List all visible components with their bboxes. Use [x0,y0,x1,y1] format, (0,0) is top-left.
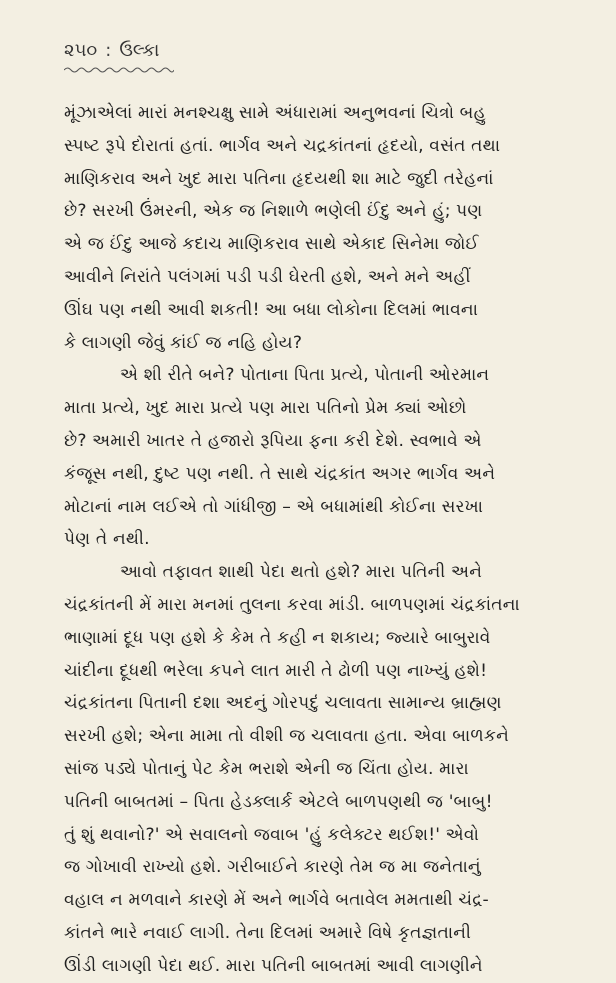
text-line: કાંતને ભારે નવાઈ લાગી. તેના દિલમાં અમારે વિષે કૃતજ્ઞતાની [64,922,472,943]
text-line: આવો તફાવત શાથી પેદા થતો હશે? મારા પતિની અને [120,562,483,583]
text-line: ભાણામાં દૂધ પણ હશે કે કેમ તે કહી ન શકાય; જ્યારે બાબુરાવે [64,627,491,648]
text-line: મોટાનાં નામ લઈએ તો ગાંધીજી – એ બધામાંથી કોઈના સરખા [64,496,484,517]
text-line: સ્પષ્ટ રૂપે દોરાતાં હતાં. ભાર્ગવ અને ચદ્રકાંતનાં હૃદયો, વસંત તથા [64,135,501,156]
text-line: ચાંદીના દૂધથી ભરેલા કપને લાત મારી તે ઢોળી પણ નાખ્યું હશે! [64,660,488,681]
text-line: કે લાગણી જેવું કાંઈ જ નહિ હોય? [64,332,303,353]
running-header [64,40,564,61]
text-line: પતિની બાબતમાં – પિતા હેડક્લાર્ક એટલે બાળપણથી જ 'બાબુ! [64,791,493,812]
text-line: કંજૂસ નથી, દુષ્ટ પણ નથી. તે સાથે ચંદ્રકાંત અગર ભાર્ગવ અને [64,463,496,484]
text-line: માતા પ્રત્યે, ખુદ મારા પ્રત્યે પણ મારા પતિનો પ્રેમ ક્યાં ઓછો [64,398,467,419]
text-line: સરખી હશે; એના મામા તો વીશી જ ચલાવતા હતા. એવા બાળકને [64,726,509,747]
text-line: તું શું થવાનો?' એ સવાલનો જવાબ 'હું કલેક્ટર થઈશ!' એવો [64,824,479,845]
text-line: મૂંઝાએલાં મારાં મનશ્ચક્ષુ સામે અંધારામાં અનુભવનાં ચિત્રો બહુ [64,103,486,123]
text-line: છે? સરખી ઉંમરની, એક જ નિશાળે ભણેલી ઈંદુ અને હું; પણ [64,201,483,222]
text-line: પેણ તે નથી. [64,529,150,550]
text-line: ઊંઘ પણ નથી આવી શકતી! આ બધા લોકોના દિલમાં ભાવના [64,299,479,320]
chapter-title: ઉલ્કા [119,40,160,61]
header-separator: : [105,40,112,61]
text-line: માણિકરાવ અને ખુદ મારા પતિના હૃદયથી શા માટે જુદી તરેહનાં [64,168,494,189]
text-line: જ ગોખાવી રાખ્યો હશે. ગરીબાઈને કારણે તેમ જ મા જનેતાનું [64,857,481,878]
text-line: ઊંડી લાગણી પેદા થઈ. મારા પતિની બાબતમાં આવી લાગણીને [64,955,483,976]
text-line: આવીને નિરાંતે પલંગમાં પડી પડી ઘેરતી હશે, અને મને અહીં [64,266,471,287]
page-number: ૨૫૦ [64,40,98,61]
decorative-wavy-rule [64,65,174,75]
text-line: ચંદ્રકાંતની મેં મારા મનમાં તુલના કરવા માંડી. બાળપણમાં ચંદ્રકાંતના [64,594,520,615]
text-line: એ જ ઈંદુ આજે કદાચ માણિકરાવ સાથે એકાદ સિનેમા જોઈ [64,234,479,255]
paragraph [64,359,564,556]
body-text [64,97,564,983]
paragraph [64,97,564,359]
paragraph [64,556,564,982]
text-line: વહાલ ન મળવાને કારણે મેં અને ભાર્ગવે બતાવેલ મમતાથી ચંદ્ર- [64,890,489,911]
text-line: છે? અમારી ખાતર તે હજારો રૂપિયા ફના કરી દેશે. સ્વભાવે એ [64,430,482,451]
text-line: સાંજ પડ્યે પોતાનું પેટ કેમ ભરાશે એની જ ચિંતા હોય. મારા [64,758,469,779]
text-line: ચંદ્રકાંતના પિતાની દશા અદનું ગોરપદું ચલાવતા સામાન્ય બ્રાહ્મણ [64,693,502,714]
text-line: એ શી રીતે બને? પોતાના પિતા પ્રત્યે, પોતાની ઓરમાન [120,365,490,386]
